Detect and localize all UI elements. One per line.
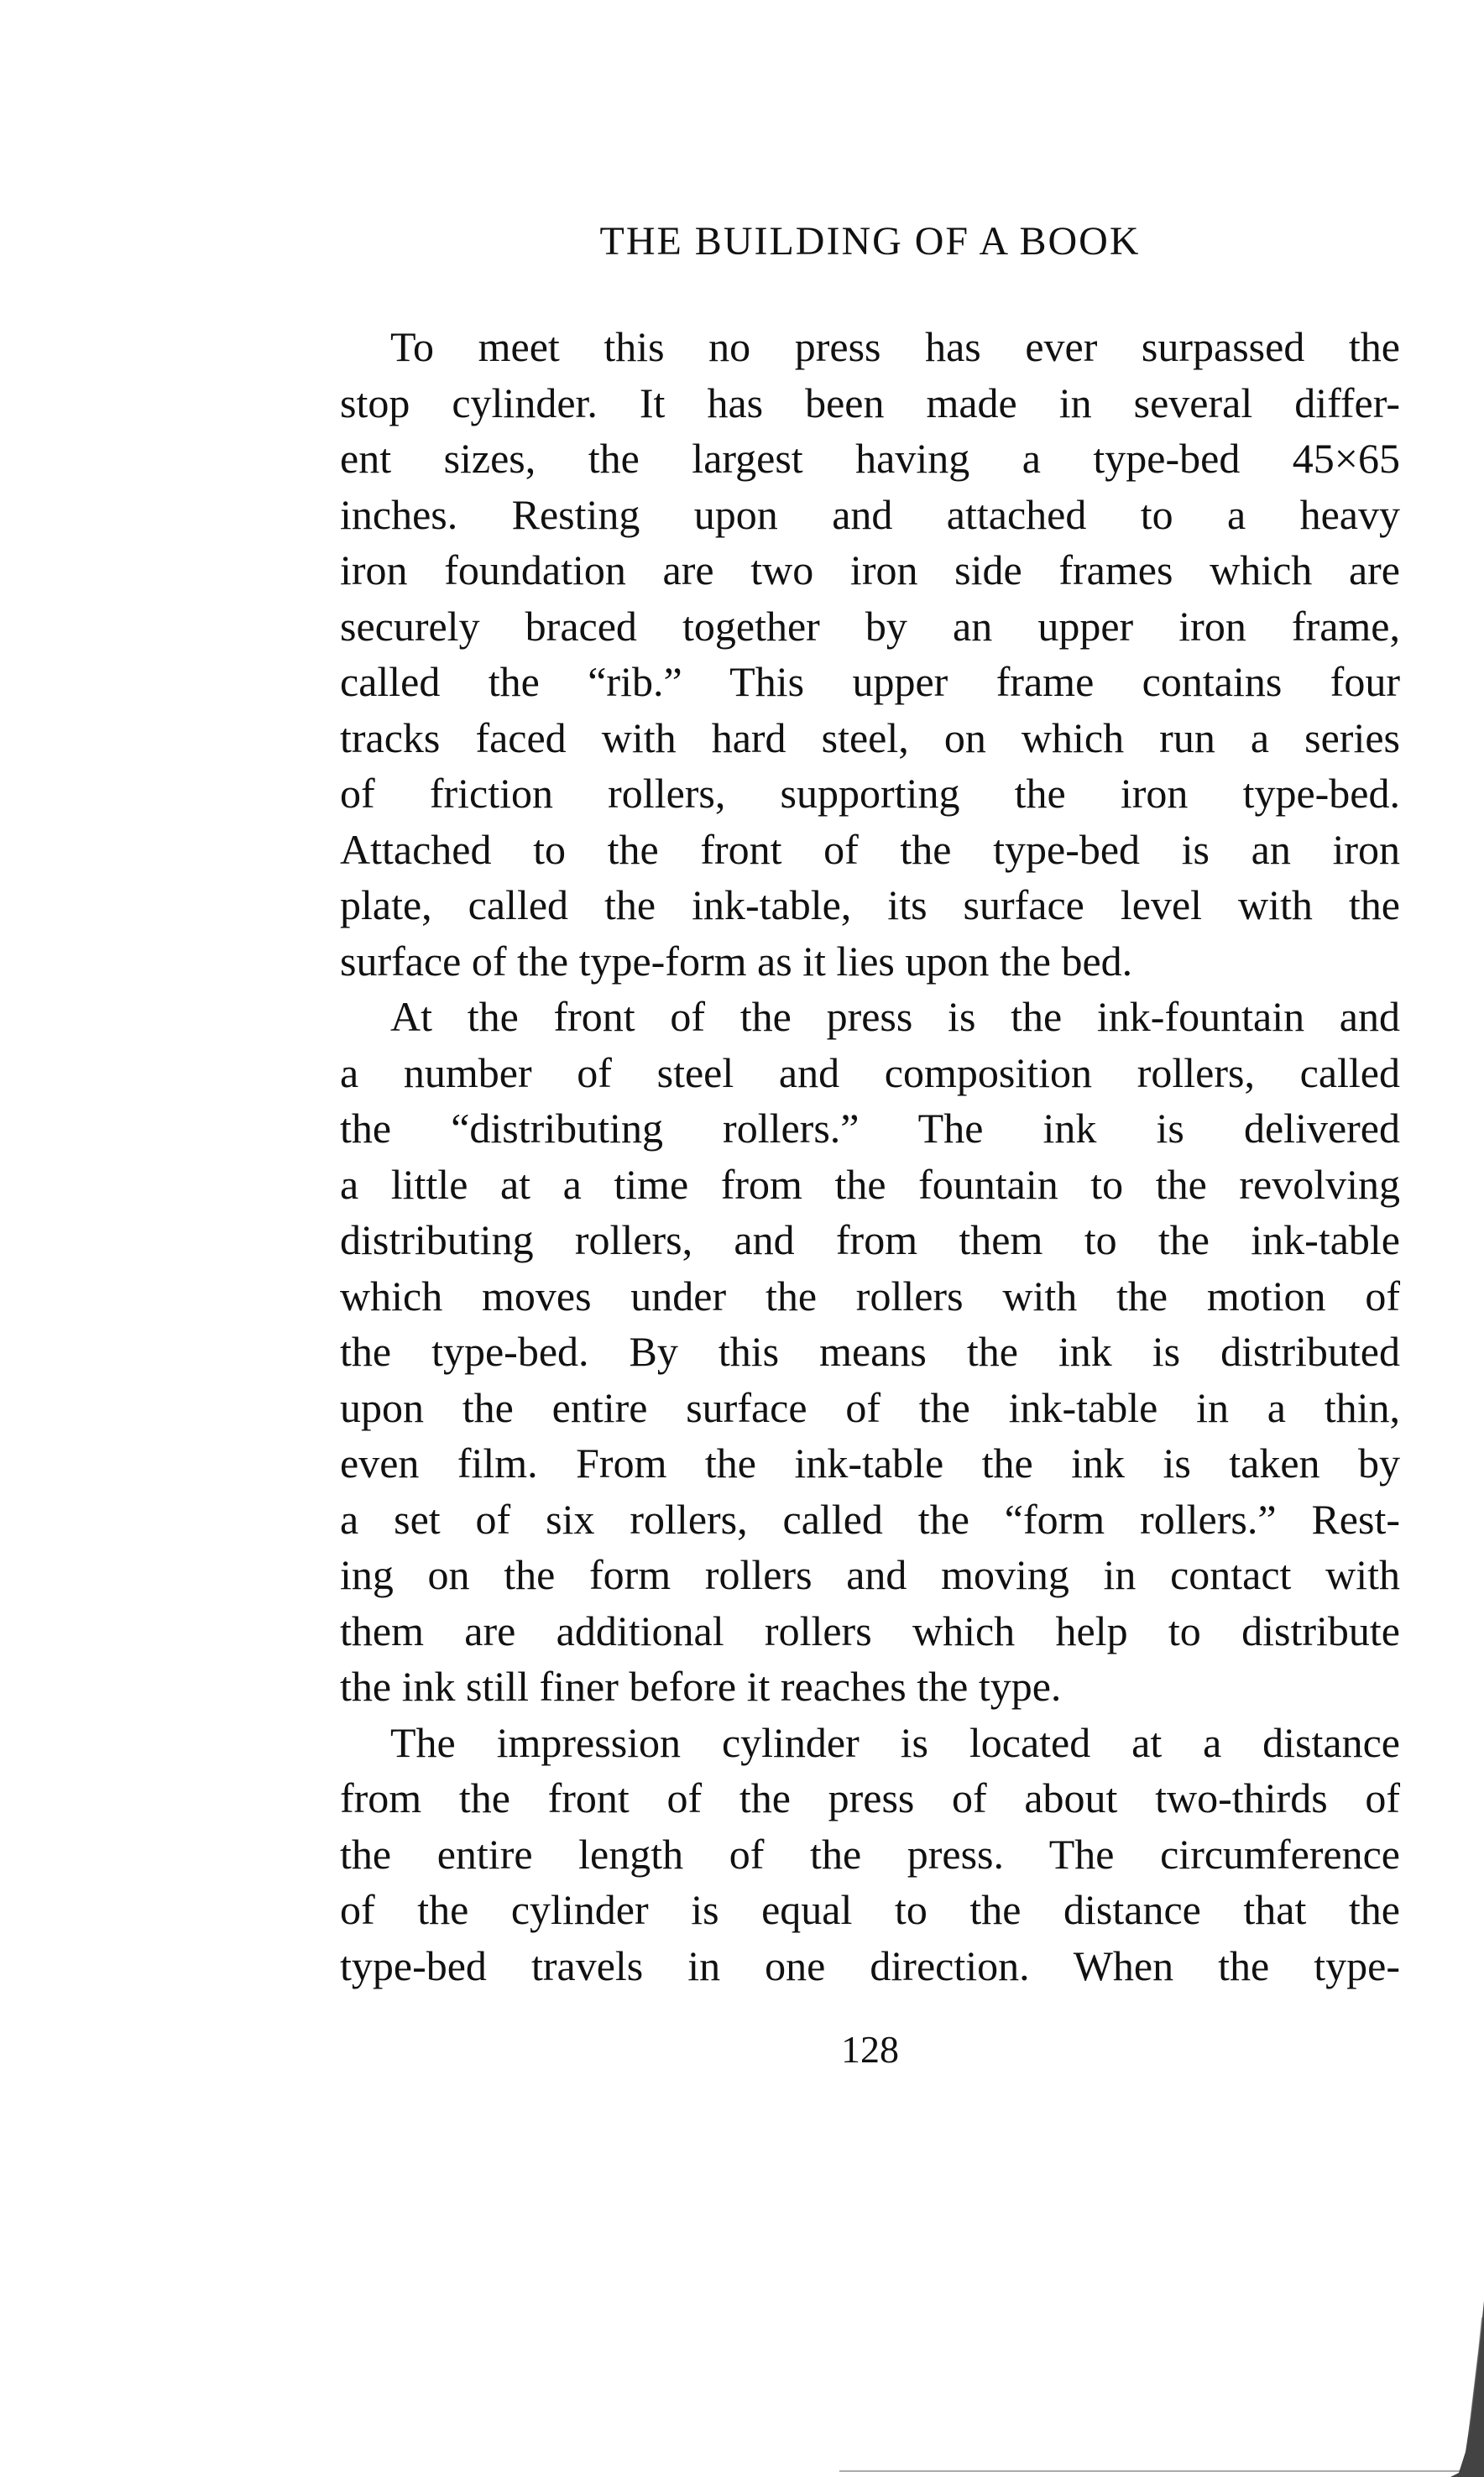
running-head: THE BUILDING OF A BOOK <box>599 219 1141 264</box>
text-line: At the front of the press is the ink-fountain and <box>390 993 1400 1040</box>
text-line: a number of steel and composition rollers, called <box>340 1048 1400 1096</box>
text-line: of the cylinder is equal to the distance that the <box>340 1886 1400 1933</box>
text-line: called the “rib.” This upper frame contains four <box>340 658 1400 705</box>
body-text <box>340 319 1400 1994</box>
text-line: the entire length of the press. The circumference <box>340 1830 1400 1878</box>
text-line: inches. Resting upon and attached to a heavy <box>340 490 1400 538</box>
text-line: The impression cylinder is located at a distance <box>390 1718 1400 1766</box>
text-line: a little at a time from the fountain to the revolving <box>340 1160 1400 1208</box>
text-line: To meet this no press has ever surpassed the <box>390 323 1400 370</box>
page-edge-shadow <box>1450 2301 1484 2477</box>
page-edge-rule <box>839 2470 1460 2472</box>
text-line: the ink still finer before it reaches the type. <box>340 1663 1062 1710</box>
text-line: tracks faced with hard steel, on which run a series <box>340 713 1400 761</box>
text-line: even film. From the ink-table the ink is taken by <box>340 1440 1400 1487</box>
text-line: from the front of the press of about two-thirds of <box>340 1774 1400 1821</box>
text-line: which moves under the rollers with the motion of <box>340 1272 1400 1319</box>
text-line: upon the entire surface of the ink-table in a thin, <box>340 1383 1400 1431</box>
text-line: securely braced together by an upper iron frame, <box>340 602 1400 650</box>
text-line: iron foundation are two iron side frames which are <box>340 546 1400 593</box>
text-line: distributing rollers, and from them to the ink-table <box>340 1216 1400 1263</box>
text-line: a set of six rollers, called the “form rollers.” Rest- <box>340 1495 1400 1543</box>
text-line: them are additional rollers which help to distribute <box>340 1607 1400 1654</box>
text-line: type-bed travels in one direction. When the type- <box>340 1941 1400 1989</box>
page-number: 128 <box>841 2028 899 2071</box>
text-line: Attached to the front of the type-bed is an iron <box>340 825 1400 873</box>
text-line: plate, called the ink-table, its surface level with the <box>340 881 1400 928</box>
text-line: the “distributing rollers.” The ink is delivered <box>340 1105 1400 1152</box>
text-line: of friction rollers, supporting the iron type-bed. <box>340 770 1400 817</box>
text-line: ent sizes, the largest having a type-bed 45×65 <box>340 435 1400 482</box>
text-line: stop cylinder. It has been made in several differ- <box>340 379 1400 426</box>
text-line: ing on the form rollers and moving in contact with <box>340 1551 1400 1598</box>
text-line: surface of the type-form as it lies upon the bed. <box>340 937 1133 985</box>
text-line: the type-bed. By this means the ink is distributed <box>340 1328 1400 1375</box>
